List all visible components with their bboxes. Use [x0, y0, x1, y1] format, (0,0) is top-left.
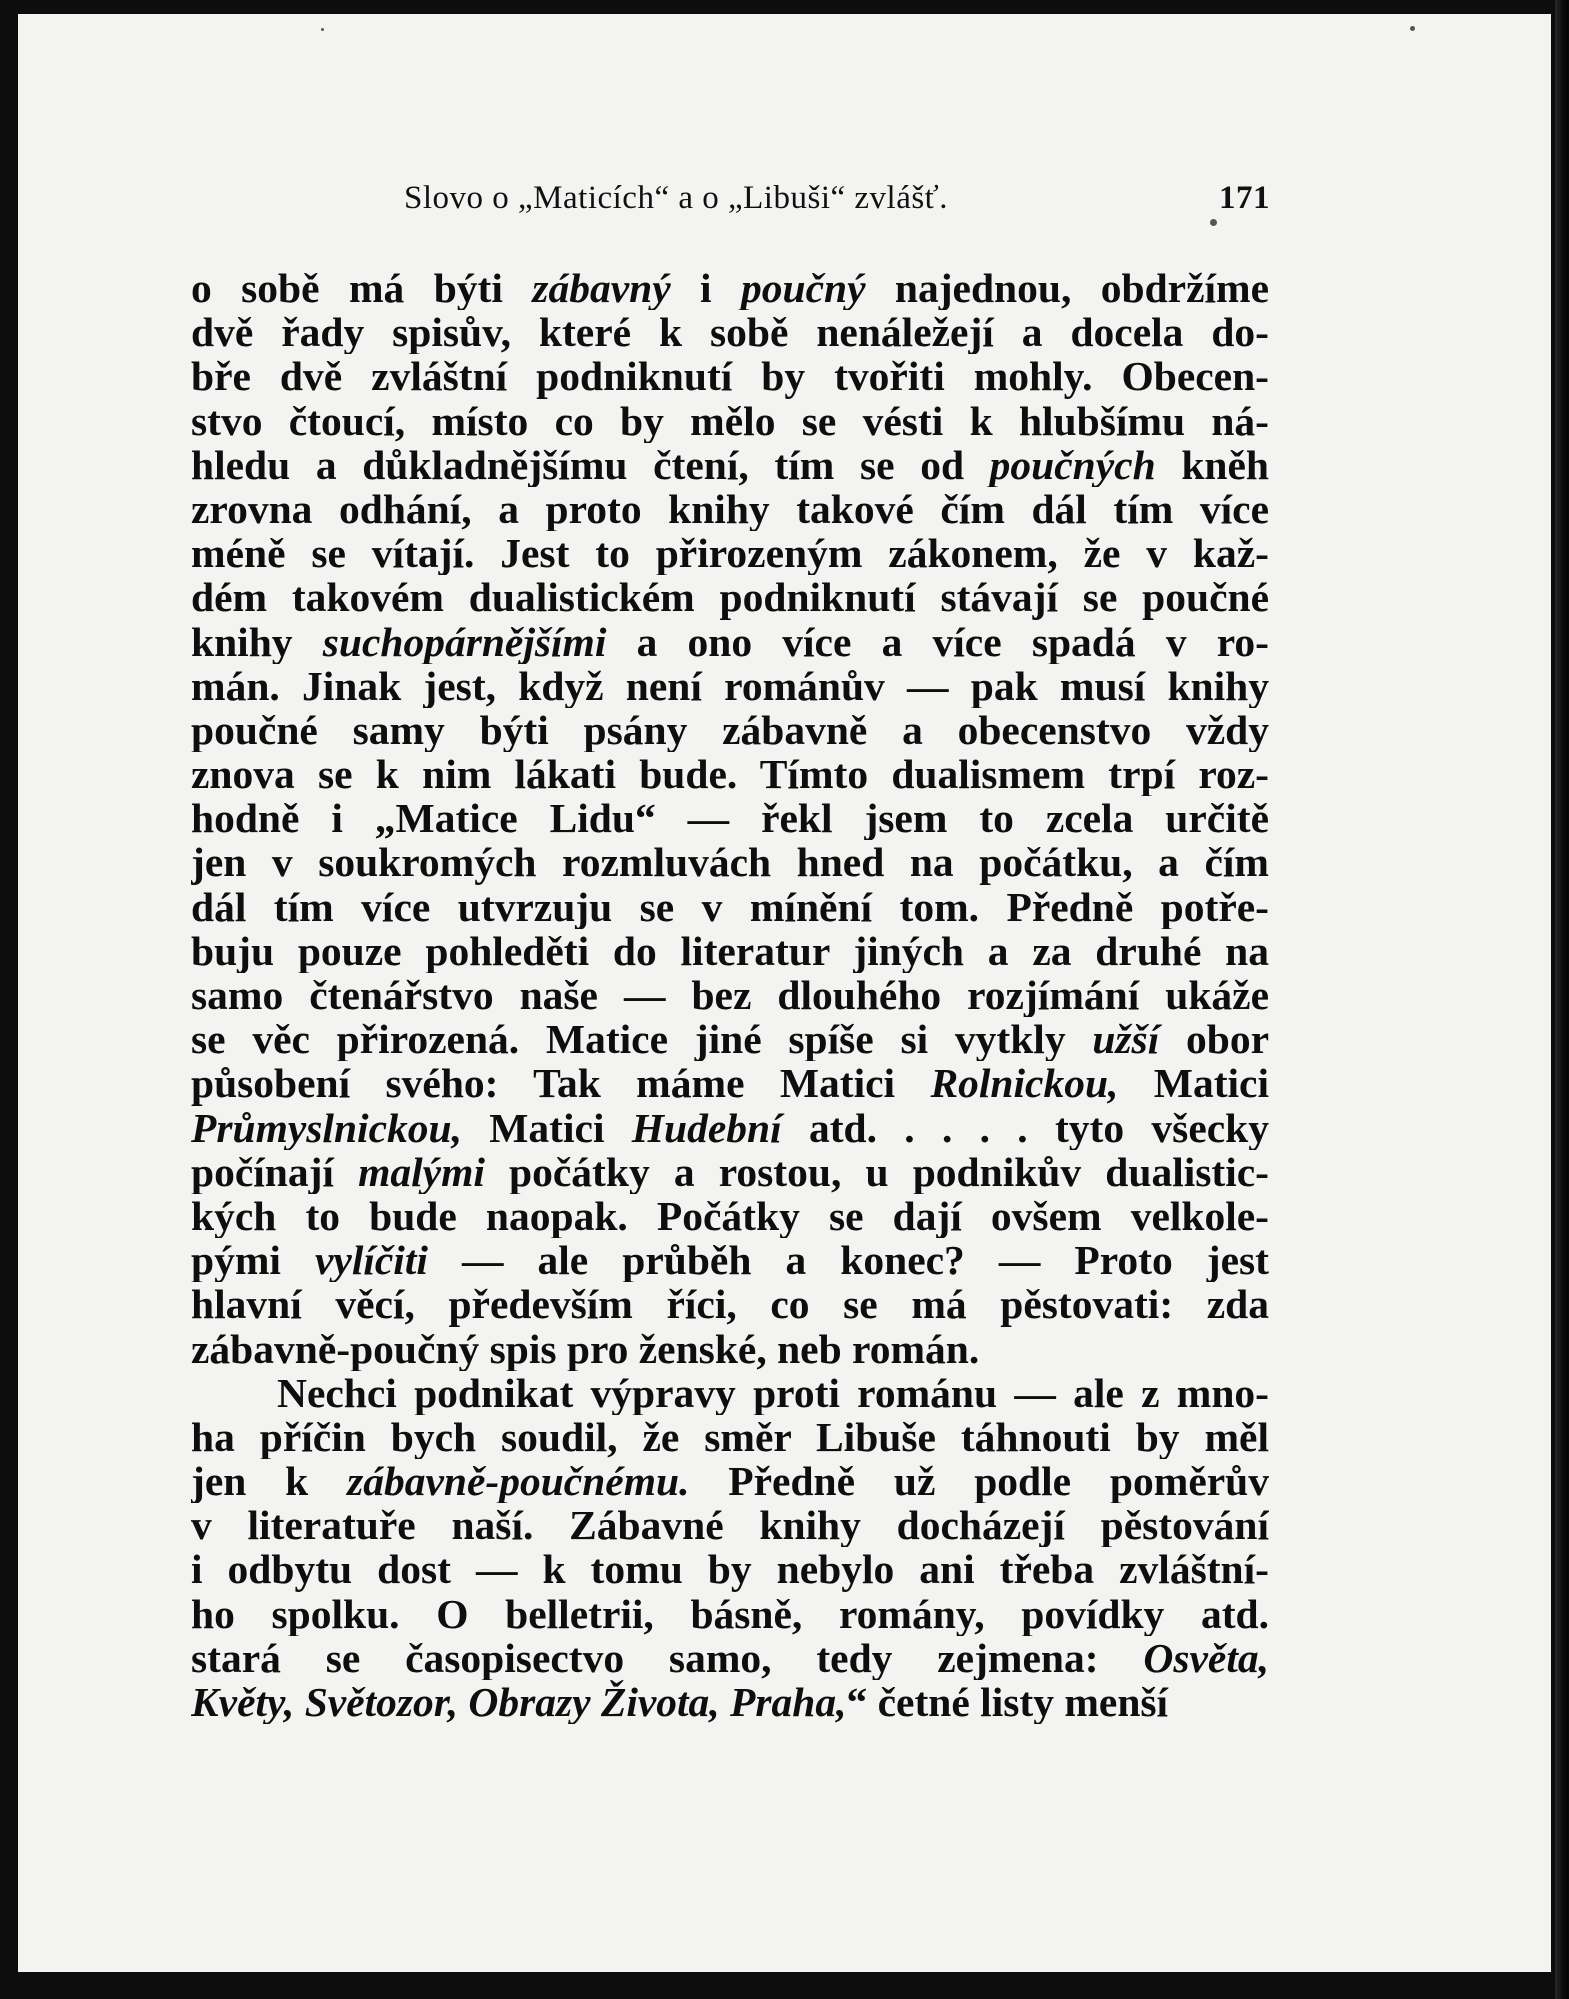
text-run: zrovna odhání, a proto knihy takové čím dál tím více: [191, 486, 1269, 532]
text-line: [191, 1592, 1269, 1636]
text-line: [191, 443, 1269, 487]
text-run: ho spolku. O belletrii, básně, romány, povídky atd.: [191, 1591, 1269, 1636]
text-line: [191, 487, 1269, 531]
text-line: [191, 575, 1269, 619]
text-run: poučné samy býti psány zábavně a obecenstvo vždy: [191, 707, 1269, 753]
text-run: [458, 1680, 468, 1724]
text-run: znova se k nim lákati bude. Tímto dualismem trpí roz-: [191, 752, 1269, 797]
text-line: [191, 1282, 1269, 1326]
text-line: [191, 1061, 1269, 1105]
text-run: o sobě má býti: [191, 266, 533, 311]
text-run: jen v soukromých rozmluvách hned na počátku, a čím: [191, 840, 1269, 885]
italic-emphasis: užší: [1092, 1017, 1160, 1062]
text-run: kých to bude naopak. Počátky se dají ovšem velkole-: [191, 1193, 1269, 1239]
text-line: [191, 1150, 1269, 1194]
text-line: [191, 752, 1269, 796]
text-line: [191, 1636, 1269, 1680]
text-line: [191, 1503, 1269, 1547]
text-line: [191, 973, 1269, 1017]
text-run: Předně už podle poměrův: [689, 1459, 1269, 1504]
text-run: Nechci podnikat výpravy proti románu — ale z mno-: [277, 1370, 1269, 1415]
body-text: [191, 266, 1269, 1724]
text-line: [191, 1194, 1269, 1238]
text-run: působení svého: Tak máme Matici: [191, 1061, 931, 1106]
text-line: [191, 620, 1269, 664]
text-run: buju pouze pohleděti do literatur jiných a za druhé na: [191, 928, 1269, 973]
text-run: v literatuře naší. Zábavné knihy docházejí pěstování: [191, 1503, 1269, 1548]
text-line: [191, 310, 1269, 354]
text-line: [191, 929, 1269, 973]
text-line: [191, 399, 1269, 443]
italic-emphasis: Světozor,: [304, 1680, 459, 1725]
text-run: počátky a rostou, u podnikův dualistic-: [484, 1149, 1269, 1194]
text-run: dém takovém dualistickém podniknutí stávají se poučné: [191, 575, 1269, 620]
page-number: 171: [1219, 180, 1270, 216]
text-line: [191, 708, 1269, 752]
text-run: hodně i „Matice Lidu“ — řekl jsem to zcela určitě: [191, 796, 1269, 841]
italic-emphasis: Průmyslnickou,: [191, 1105, 462, 1150]
italic-emphasis: zábavný: [532, 266, 671, 311]
text-run: počínají: [191, 1149, 359, 1194]
italic-emphasis: Osvěta,: [1143, 1635, 1269, 1680]
text-line: [191, 266, 1269, 310]
italic-emphasis: zábavně-poučnému.: [347, 1459, 690, 1504]
text-run: ha příčin bych soudil, že směr Libuše táhnouti by měl: [191, 1414, 1269, 1460]
text-line: [191, 885, 1269, 929]
text-line: [191, 796, 1269, 840]
italic-emphasis: Obrazy Života, Praha,: [468, 1680, 847, 1725]
italic-emphasis: suchopárnějšími: [322, 619, 607, 664]
text-line: [191, 1238, 1269, 1282]
text-run: i: [670, 266, 741, 311]
text-run: dál tím více utvrzuju se v mínění tom. Předně potře-: [191, 884, 1269, 929]
italic-emphasis: vylíčiti: [314, 1238, 428, 1283]
text-line: [191, 1327, 1269, 1371]
text-run: Matici: [1118, 1061, 1269, 1106]
italic-emphasis: malými: [358, 1149, 485, 1194]
running-title: Slovo o „Maticích“ a o „Libuši“ zvlášť.: [404, 180, 949, 216]
text-run: Matici: [461, 1105, 632, 1150]
italic-emphasis: poučných: [989, 442, 1156, 487]
dust-speck: [321, 28, 324, 31]
text-line: [191, 531, 1269, 575]
text-run: hlavní věcí, především říci, co se má pěstovati: zda: [191, 1282, 1269, 1327]
text-run: jen k: [191, 1459, 348, 1504]
text-run: [294, 1680, 304, 1724]
italic-emphasis: Hudební: [631, 1105, 782, 1150]
italic-emphasis: Rolnickou,: [930, 1061, 1119, 1106]
text-run: kněh: [1155, 442, 1269, 487]
text-run: stvo čtoucí, místo co by mělo se vésti k hlubšímu ná-: [191, 398, 1269, 443]
scan-border-right: [1555, 0, 1569, 1999]
text-run: samo čtenářstvo naše — bez dlouhého rozjímání ukáže: [191, 973, 1269, 1018]
text-line: [191, 1106, 1269, 1150]
italic-emphasis: Květy,: [191, 1680, 295, 1725]
dust-speck: [1410, 26, 1415, 31]
text-run: méně se vítají. Jest to přirozeným zákonem, že v kaž-: [191, 531, 1269, 576]
text-run: najednou, obdržíme: [865, 266, 1269, 311]
text-run: atd. . . . . tyto všecky: [781, 1105, 1269, 1150]
text-run: dvě řady spisův, které k sobě nenáležejí a docela do-: [191, 310, 1269, 355]
text-line: [191, 1371, 1269, 1415]
text-run: — ale průběh a konec? — Proto jest: [427, 1238, 1269, 1283]
text-run: i odbytu dost — k tomu by nebylo ani třeba zvláštní-: [191, 1547, 1269, 1592]
dust-speck: [1210, 219, 1217, 226]
text-line: [191, 840, 1269, 884]
text-run: knihy: [191, 619, 323, 664]
text-line: [191, 1459, 1269, 1503]
text-line: [191, 1017, 1269, 1061]
text-run: a ono více a více spadá v ro-: [606, 619, 1269, 664]
text-line: [191, 664, 1269, 708]
text-run: zábavně-poučný spis pro ženské, neb román.: [191, 1326, 980, 1371]
text-run: mán. Jinak jest, když není románův — pak musí knihy: [191, 663, 1269, 708]
text-line: [191, 354, 1269, 398]
italic-emphasis: poučný: [740, 266, 866, 311]
text-run: stará se časopisectvo samo, tedy zejmena:: [191, 1635, 1144, 1680]
text-run: pými: [191, 1238, 315, 1283]
text-run: hledu a důkladnějšímu čtení, tím se od: [191, 442, 990, 487]
text-line: [191, 1415, 1269, 1459]
paper-sheet: [18, 14, 1551, 1972]
text-line: [191, 1547, 1269, 1591]
text-run: bře dvě zvláštní podniknutí by tvořiti mohly. Obecen-: [191, 354, 1269, 399]
text-line: [191, 1680, 1269, 1724]
text-run: obor: [1159, 1017, 1269, 1062]
text-run: “ četné listy menší: [846, 1680, 1169, 1725]
text-run: se věc přirozená. Matice jiné spíše si vytkly: [191, 1017, 1093, 1062]
